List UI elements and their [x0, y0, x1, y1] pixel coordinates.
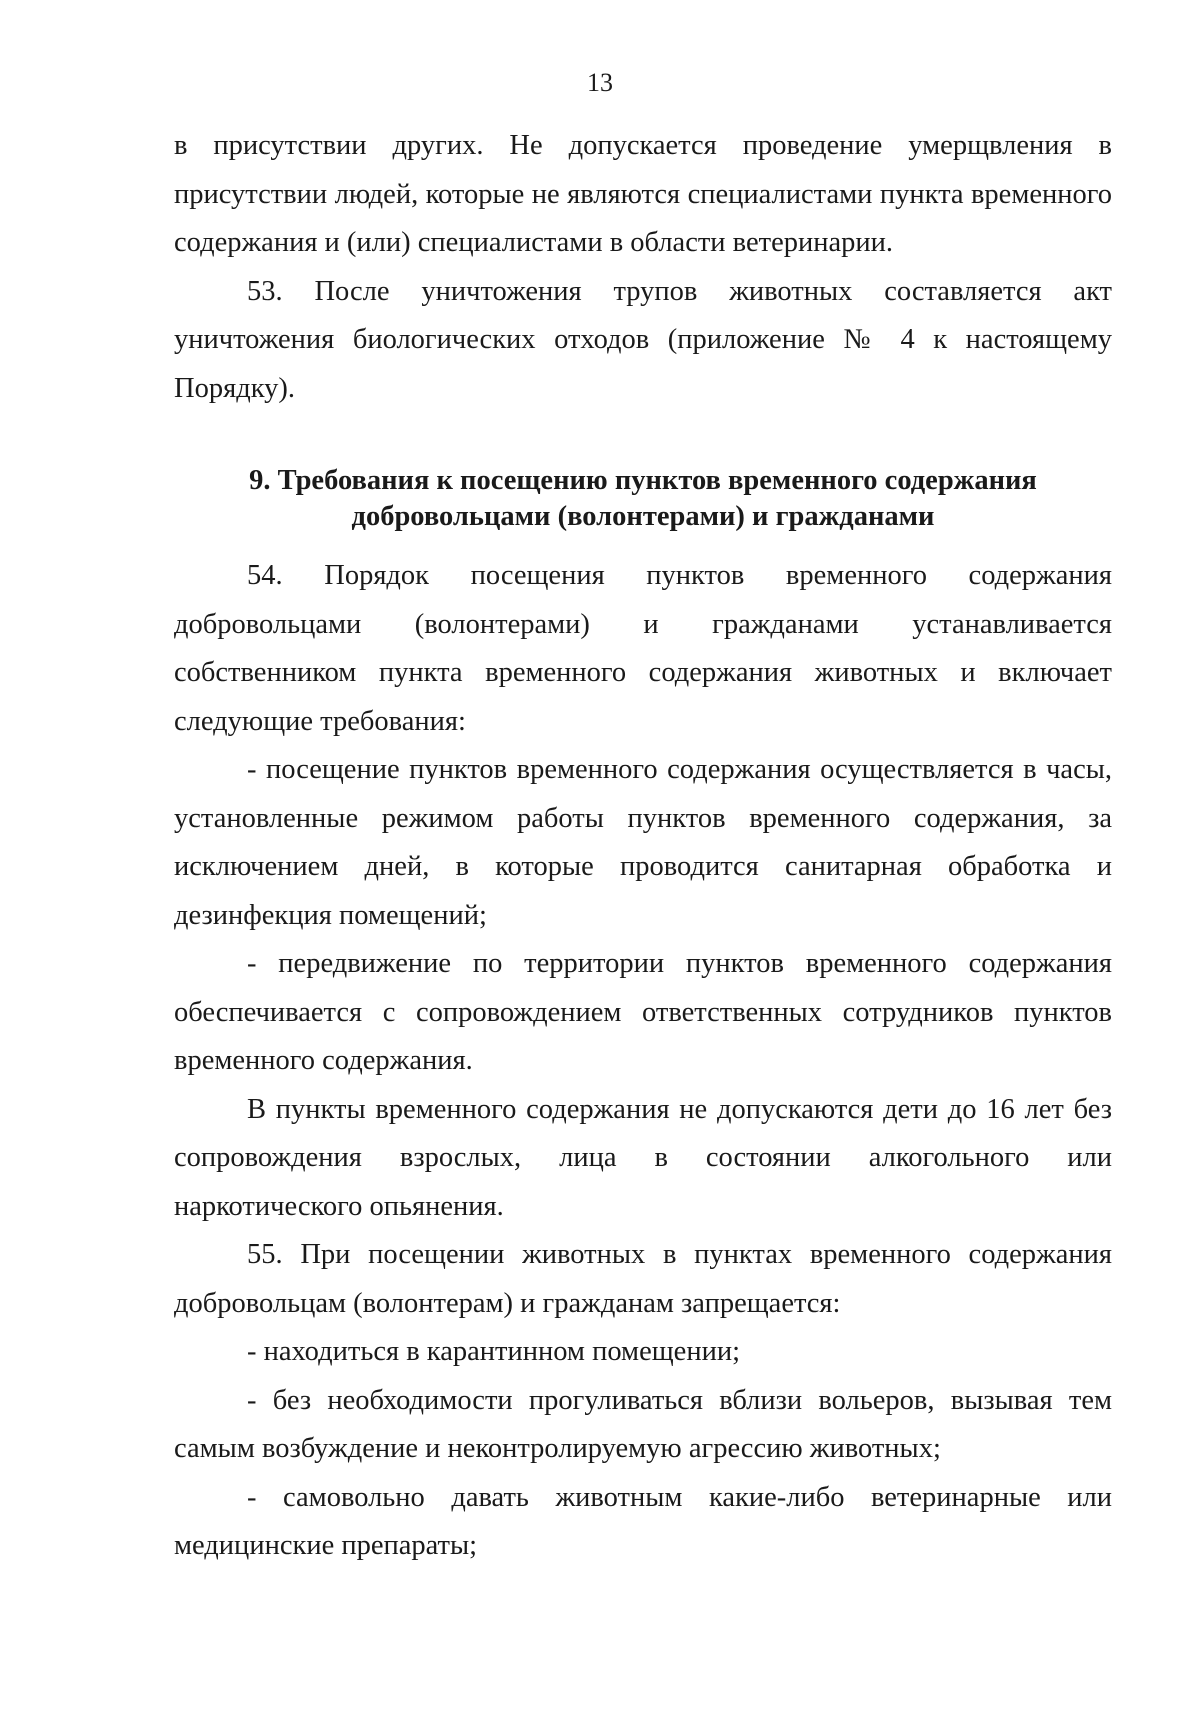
paragraph-54: 54. Порядок посещения пунктов временного содержания добровольцами (волонтерами) и гражданами устанавливается собственником пункта временного содержания животных и включает следующие требования: [174, 560, 1112, 737]
list-item-quarantine: - находиться в карантинном помещении; [247, 1336, 740, 1367]
text-block-section-9 [174, 552, 1112, 1571]
section-heading-9 [174, 463, 1112, 535]
paragraph-55: 55. При посещении животных в пунктах временного содержания добровольцам (волонтерам) и гражданам запрещается: [174, 1239, 1112, 1319]
list-item-enclosures: - без необходимости прогуливаться вблизи вольеров, вызывая тем самым возбуждение и неконтролируемую агрессию животных; [174, 1384, 1112, 1464]
list-item-movement: - передвижение по территории пунктов временного содержания обеспечивается с сопровождением ответственных сотрудников пунктов временного содержания. [174, 948, 1112, 1076]
paragraph-53: 53. После уничтожения трупов животных составляется акт уничтожения биологических отходов (приложение № 4 к настоящему Порядку). [174, 275, 1112, 404]
paragraph-continuation: в присутствии других. Не допускается проведение умерщвления в присутствии людей, которые не являются специалистами пункта временного содержания и (или) специалистами в области ветеринарии. [174, 130, 1112, 258]
section-heading-line-1: 9. Требования к посещению пунктов временного содержания [249, 465, 1037, 496]
list-item-medications: - самовольно давать животным какие-либо ветеринарные или медицинские препараты; [174, 1481, 1112, 1561]
section-heading-line-2: добровольцами (волонтерами) и гражданами [351, 501, 935, 532]
paragraph-children-restriction: В пункты временного содержания не допускаются дети до 16 лет без сопровождения взрослых, лица в состоянии алкогольного или наркотического опьянения. [174, 1093, 1112, 1222]
list-item-visit-hours: - посещение пунктов временного содержания осуществляется в часы, установленные режимом работы пунктов временного содержания, за исключением дней, в которые проводится санитарная обработка и дезинфекция помещений; [174, 754, 1112, 931]
page-number: 13 [587, 68, 613, 97]
text-block-continuation [174, 122, 1112, 413]
